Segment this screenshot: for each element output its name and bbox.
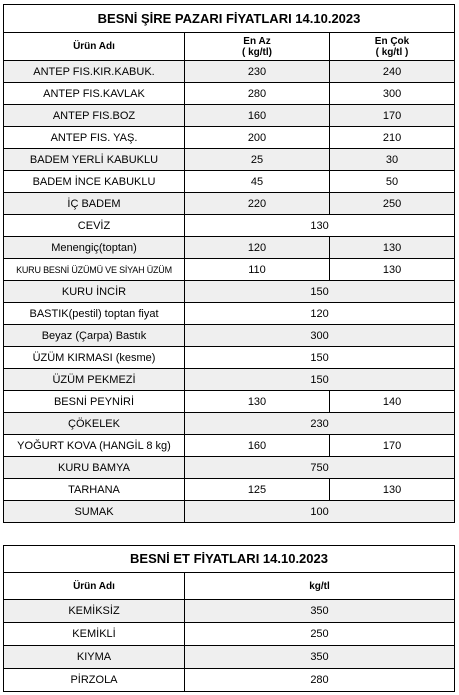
table-row bbox=[4, 149, 455, 171]
sire-pazari-title: BESNİ ŞİRE PAZARI FİYATLARI 14.10.2023 bbox=[4, 5, 455, 33]
product-name: TARHANA bbox=[4, 479, 185, 501]
price-min: 110 bbox=[185, 259, 330, 281]
price-max: 130 bbox=[330, 479, 455, 501]
product-name: KURU BESNİ ÜZÜMÜ VE SİYAH ÜZÜM bbox=[4, 259, 185, 281]
price-max: 30 bbox=[330, 149, 455, 171]
table-row bbox=[4, 281, 455, 303]
header-max-label: En Çok bbox=[374, 35, 410, 47]
product-name: ÇÖKELEK bbox=[4, 413, 185, 435]
sire-pazari-price-table bbox=[3, 4, 455, 523]
product-name: Beyaz (Çarpa) Bastık bbox=[4, 325, 185, 347]
et-price-table bbox=[3, 545, 455, 692]
price-max: 130 bbox=[330, 259, 455, 281]
price-max: 240 bbox=[330, 61, 455, 83]
product-name: ANTEP FIS.KIR.KABUK. bbox=[4, 61, 185, 83]
price-single: 150 bbox=[185, 369, 455, 391]
table-row bbox=[4, 127, 455, 149]
price-max: 170 bbox=[330, 435, 455, 457]
table-row bbox=[4, 237, 455, 259]
product-name: KEMİKLİ bbox=[4, 623, 185, 646]
product-name: BESNİ PEYNİRİ bbox=[4, 391, 185, 413]
product-name: ANTEP FIS. YAŞ. bbox=[4, 127, 185, 149]
table-row bbox=[4, 105, 455, 127]
price: 280 bbox=[185, 669, 455, 692]
price-min: 160 bbox=[185, 435, 330, 457]
product-name: BADEM YERLİ KABUKLU bbox=[4, 149, 185, 171]
product-name: İÇ BADEM bbox=[4, 193, 185, 215]
header-row bbox=[4, 33, 455, 61]
product-name: ANTEP FIS.KAVLAK bbox=[4, 83, 185, 105]
price-single: 120 bbox=[185, 303, 455, 325]
et-title: BESNİ ET FİYATLARI 14.10.2023 bbox=[4, 546, 455, 573]
table-row bbox=[4, 61, 455, 83]
price-single: 300 bbox=[185, 325, 455, 347]
table-row bbox=[4, 501, 455, 523]
price-max: 170 bbox=[330, 105, 455, 127]
product-name: KEMİKSİZ bbox=[4, 600, 185, 623]
header-min-label: En Az bbox=[243, 35, 271, 47]
price: 250 bbox=[185, 623, 455, 646]
table-row bbox=[4, 215, 455, 237]
table-row bbox=[4, 347, 455, 369]
product-name: BASTIK(pestil) toptan fiyat bbox=[4, 303, 185, 325]
price-max: 50 bbox=[330, 171, 455, 193]
table-row bbox=[4, 391, 455, 413]
price-single: 130 bbox=[185, 215, 455, 237]
header-price: kg/tl bbox=[185, 573, 455, 600]
table-row bbox=[4, 369, 455, 391]
header-product: Ürün Adı bbox=[4, 573, 185, 600]
table-row bbox=[4, 479, 455, 501]
table-row bbox=[4, 457, 455, 479]
table-row bbox=[4, 259, 455, 281]
header-max-unit: ( kg/tl ) bbox=[375, 46, 409, 58]
product-name: BADEM İNCE KABUKLU bbox=[4, 171, 185, 193]
table-row bbox=[4, 413, 455, 435]
price-max: 140 bbox=[330, 391, 455, 413]
price-min: 45 bbox=[185, 171, 330, 193]
price-min: 130 bbox=[185, 391, 330, 413]
price-min: 125 bbox=[185, 479, 330, 501]
price-min: 25 bbox=[185, 149, 330, 171]
price: 350 bbox=[185, 600, 455, 623]
product-name: SUMAK bbox=[4, 501, 185, 523]
price-single: 150 bbox=[185, 347, 455, 369]
table-row bbox=[4, 600, 455, 623]
price-max: 300 bbox=[330, 83, 455, 105]
price-max: 130 bbox=[330, 237, 455, 259]
price-max: 250 bbox=[330, 193, 455, 215]
price-min: 230 bbox=[185, 61, 330, 83]
product-name: CEVİZ bbox=[4, 215, 185, 237]
table-row bbox=[4, 646, 455, 669]
table-row bbox=[4, 623, 455, 646]
table-row bbox=[4, 303, 455, 325]
product-name: KURU İNCİR bbox=[4, 281, 185, 303]
header-product: Ürün Adı bbox=[4, 33, 185, 61]
price-min: 220 bbox=[185, 193, 330, 215]
price-min: 200 bbox=[185, 127, 330, 149]
table-row bbox=[4, 435, 455, 457]
product-name: KURU BAMYA bbox=[4, 457, 185, 479]
product-name: KIYMA bbox=[4, 646, 185, 669]
table-row bbox=[4, 325, 455, 347]
price-single: 750 bbox=[185, 457, 455, 479]
header-max bbox=[330, 33, 455, 61]
price-single: 100 bbox=[185, 501, 455, 523]
header-row bbox=[4, 573, 455, 600]
product-name: YOĞURT KOVA (HANGİL 8 kg) bbox=[4, 435, 185, 457]
price: 350 bbox=[185, 646, 455, 669]
header-min-unit: ( kg/tl) bbox=[242, 46, 272, 58]
product-name: Menengiç(toptan) bbox=[4, 237, 185, 259]
product-name: ANTEP FIS.BOZ bbox=[4, 105, 185, 127]
table-row bbox=[4, 171, 455, 193]
table-row bbox=[4, 83, 455, 105]
price-min: 280 bbox=[185, 83, 330, 105]
product-name: ÜZÜM PEKMEZİ bbox=[4, 369, 185, 391]
table-row bbox=[4, 193, 455, 215]
product-name: PİRZOLA bbox=[4, 669, 185, 692]
table-title-row bbox=[4, 5, 455, 33]
table-row bbox=[4, 669, 455, 692]
table-title-row bbox=[4, 546, 455, 573]
price-min: 120 bbox=[185, 237, 330, 259]
product-name: ÜZÜM KIRMASI (kesme) bbox=[4, 347, 185, 369]
price-min: 160 bbox=[185, 105, 330, 127]
price-single: 150 bbox=[185, 281, 455, 303]
price-single: 230 bbox=[185, 413, 455, 435]
price-max: 210 bbox=[330, 127, 455, 149]
header-min bbox=[185, 33, 330, 61]
